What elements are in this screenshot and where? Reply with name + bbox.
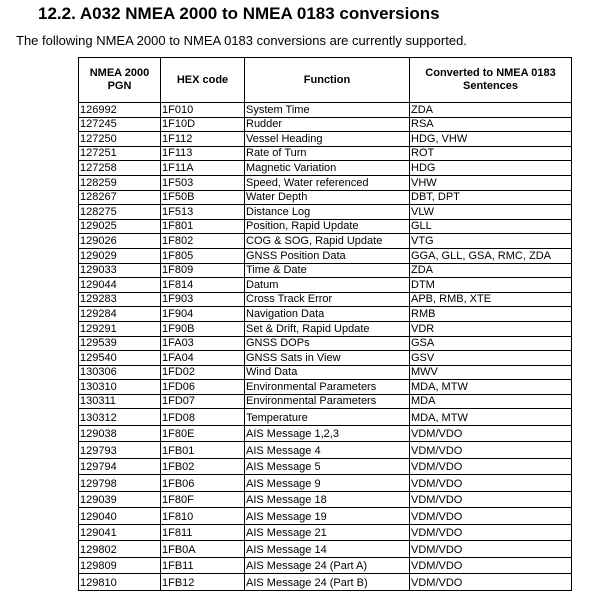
- cell-hex-code: 1F801: [161, 219, 245, 234]
- cell-pgn: 129026: [79, 234, 161, 249]
- cell-function: Distance Log: [245, 205, 410, 220]
- cell-hex-code: 1F903: [161, 292, 245, 307]
- cell-hex-code: 1FB06: [161, 475, 245, 492]
- cell-pgn: 129033: [79, 263, 161, 278]
- table-row: [79, 278, 572, 293]
- cell-sentences: APB, RMB, XTE: [410, 292, 572, 307]
- table-row: [79, 234, 572, 249]
- cell-function: Temperature: [245, 409, 410, 426]
- cell-sentences: VDR: [410, 321, 572, 336]
- cell-pgn: 129798: [79, 475, 161, 492]
- cell-function: Water Depth: [245, 190, 410, 205]
- table-header-row: [79, 58, 572, 103]
- cell-hex-code: 1FD08: [161, 409, 245, 426]
- cell-pgn: 127258: [79, 161, 161, 176]
- cell-sentences: VDM/VDO: [410, 508, 572, 525]
- header-nmea0183-sentences: Converted to NMEA 0183 Sentences: [410, 58, 572, 103]
- table-row: [79, 292, 572, 307]
- cell-sentences: VHW: [410, 175, 572, 190]
- cell-pgn: 130306: [79, 365, 161, 380]
- cell-sentences: VDM/VDO: [410, 475, 572, 492]
- cell-pgn: 129025: [79, 219, 161, 234]
- table-row: [79, 336, 572, 351]
- cell-hex-code: 1FD02: [161, 365, 245, 380]
- cell-sentences: VDM/VDO: [410, 557, 572, 574]
- cell-hex-code: 1F809: [161, 263, 245, 278]
- cell-pgn: 129802: [79, 541, 161, 558]
- cell-pgn: 127251: [79, 146, 161, 161]
- cell-function: GNSS DOPs: [245, 336, 410, 351]
- table-row: [79, 248, 572, 263]
- table-row: [79, 458, 572, 475]
- cell-sentences: GSA: [410, 336, 572, 351]
- cell-hex-code: 1FB02: [161, 458, 245, 475]
- table-row: [79, 263, 572, 278]
- cell-function: AIS Message 19: [245, 508, 410, 525]
- cell-pgn: 130311: [79, 394, 161, 409]
- cell-pgn: 129291: [79, 321, 161, 336]
- cell-hex-code: 1F80E: [161, 425, 245, 442]
- cell-sentences: GGA, GLL, GSA, RMC, ZDA: [410, 248, 572, 263]
- cell-function: AIS Message 24 (Part A): [245, 557, 410, 574]
- cell-hex-code: 1F010: [161, 103, 245, 118]
- cell-hex-code: 1F11A: [161, 161, 245, 176]
- cell-pgn: 130310: [79, 380, 161, 395]
- table-row: [79, 175, 572, 190]
- table-row: [79, 103, 572, 118]
- table-row: [79, 409, 572, 426]
- cell-pgn: 129029: [79, 248, 161, 263]
- cell-pgn: 130312: [79, 409, 161, 426]
- cell-hex-code: 1F80F: [161, 491, 245, 508]
- table-row: [79, 365, 572, 380]
- cell-pgn: 126992: [79, 103, 161, 118]
- cell-function: Environmental Parameters: [245, 394, 410, 409]
- cell-pgn: 128275: [79, 205, 161, 220]
- table-row: [79, 146, 572, 161]
- cell-sentences: ZDA: [410, 103, 572, 118]
- table-row: [79, 541, 572, 558]
- cell-function: AIS Message 24 (Part B): [245, 574, 410, 591]
- header-hex-code: HEX code: [161, 58, 245, 103]
- table-row: [79, 321, 572, 336]
- cell-hex-code: 1FB12: [161, 574, 245, 591]
- cell-function: AIS Message 5: [245, 458, 410, 475]
- cell-sentences: MDA, MTW: [410, 409, 572, 426]
- header-pgn: NMEA 2000 PGN: [79, 58, 161, 103]
- table-row: [79, 442, 572, 459]
- cell-hex-code: 1FB0A: [161, 541, 245, 558]
- cell-sentences: DBT, DPT: [410, 190, 572, 205]
- cell-sentences: MWV: [410, 365, 572, 380]
- cell-sentences: VDM/VDO: [410, 425, 572, 442]
- cell-sentences: VDM/VDO: [410, 442, 572, 459]
- table-body: [79, 103, 572, 591]
- cell-pgn: 129283: [79, 292, 161, 307]
- cell-hex-code: 1FD07: [161, 394, 245, 409]
- cell-function: GNSS Position Data: [245, 248, 410, 263]
- cell-sentences: GLL: [410, 219, 572, 234]
- table-row: [79, 491, 572, 508]
- cell-hex-code: 1FB11: [161, 557, 245, 574]
- cell-function: Cross Track Error: [245, 292, 410, 307]
- cell-hex-code: 1FA03: [161, 336, 245, 351]
- cell-hex-code: 1FB01: [161, 442, 245, 459]
- header-function: Function: [245, 58, 410, 103]
- cell-sentences: RSA: [410, 117, 572, 132]
- cell-hex-code: 1F814: [161, 278, 245, 293]
- cell-pgn: 129039: [79, 491, 161, 508]
- cell-hex-code: 1F802: [161, 234, 245, 249]
- table-row: [79, 351, 572, 366]
- cell-function: Datum: [245, 278, 410, 293]
- cell-sentences: DTM: [410, 278, 572, 293]
- cell-hex-code: 1F805: [161, 248, 245, 263]
- cell-function: Wind Data: [245, 365, 410, 380]
- cell-pgn: 129041: [79, 524, 161, 541]
- cell-sentences: MDA, MTW: [410, 380, 572, 395]
- table-row: [79, 161, 572, 176]
- cell-pgn: 129040: [79, 508, 161, 525]
- cell-hex-code: 1F50B: [161, 190, 245, 205]
- table-row: [79, 475, 572, 492]
- cell-function: AIS Message 4: [245, 442, 410, 459]
- table-row: [79, 425, 572, 442]
- cell-hex-code: 1F112: [161, 132, 245, 147]
- cell-hex-code: 1F503: [161, 175, 245, 190]
- cell-function: Rudder: [245, 117, 410, 132]
- cell-pgn: 129809: [79, 557, 161, 574]
- cell-sentences: MDA: [410, 394, 572, 409]
- cell-sentences: VLW: [410, 205, 572, 220]
- cell-pgn: 129794: [79, 458, 161, 475]
- cell-hex-code: 1FD06: [161, 380, 245, 395]
- table-row: [79, 190, 572, 205]
- cell-pgn: 127250: [79, 132, 161, 147]
- cell-function: Time & Date: [245, 263, 410, 278]
- cell-sentences: ZDA: [410, 263, 572, 278]
- cell-hex-code: 1F113: [161, 146, 245, 161]
- cell-hex-code: 1F904: [161, 307, 245, 322]
- cell-pgn: 129038: [79, 425, 161, 442]
- cell-sentences: GSV: [410, 351, 572, 366]
- cell-function: AIS Message 9: [245, 475, 410, 492]
- cell-function: Vessel Heading: [245, 132, 410, 147]
- cell-function: AIS Message 21: [245, 524, 410, 541]
- table-row: [79, 205, 572, 220]
- cell-sentences: ROT: [410, 146, 572, 161]
- cell-function: Set & Drift, Rapid Update: [245, 321, 410, 336]
- table-row: [79, 574, 572, 591]
- cell-sentences: VDM/VDO: [410, 574, 572, 591]
- cell-sentences: HDG: [410, 161, 572, 176]
- table-row: [79, 508, 572, 525]
- cell-function: AIS Message 14: [245, 541, 410, 558]
- cell-hex-code: 1F513: [161, 205, 245, 220]
- cell-pgn: 128267: [79, 190, 161, 205]
- cell-hex-code: 1F10D: [161, 117, 245, 132]
- cell-hex-code: 1F90B: [161, 321, 245, 336]
- cell-pgn: 127245: [79, 117, 161, 132]
- cell-sentences: RMB: [410, 307, 572, 322]
- table-row: [79, 524, 572, 541]
- cell-hex-code: 1F811: [161, 524, 245, 541]
- cell-pgn: 129539: [79, 336, 161, 351]
- cell-sentences: VDM/VDO: [410, 458, 572, 475]
- cell-function: Environmental Parameters: [245, 380, 410, 395]
- cell-pgn: 129810: [79, 574, 161, 591]
- cell-hex-code: 1F810: [161, 508, 245, 525]
- cell-pgn: 129793: [79, 442, 161, 459]
- cell-function: AIS Message 1,2,3: [245, 425, 410, 442]
- cell-sentences: VDM/VDO: [410, 541, 572, 558]
- table-row: [79, 394, 572, 409]
- cell-sentences: HDG, VHW: [410, 132, 572, 147]
- cell-sentences: VDM/VDO: [410, 524, 572, 541]
- cell-function: GNSS Sats in View: [245, 351, 410, 366]
- cell-function: COG & SOG, Rapid Update: [245, 234, 410, 249]
- table-row: [79, 380, 572, 395]
- section-heading: 12.2. A032 NMEA 2000 to NMEA 0183 conversions: [38, 4, 440, 23]
- table-row: [79, 219, 572, 234]
- cell-function: System Time: [245, 103, 410, 118]
- cell-function: Navigation Data: [245, 307, 410, 322]
- table-row: [79, 117, 572, 132]
- cell-sentences: VDM/VDO: [410, 491, 572, 508]
- cell-function: Position, Rapid Update: [245, 219, 410, 234]
- cell-pgn: 129284: [79, 307, 161, 322]
- cell-function: Speed, Water referenced: [245, 175, 410, 190]
- table-row: [79, 132, 572, 147]
- cell-function: Rate of Turn: [245, 146, 410, 161]
- cell-pgn: 128259: [79, 175, 161, 190]
- cell-function: Magnetic Variation: [245, 161, 410, 176]
- table-row: [79, 557, 572, 574]
- cell-pgn: 129540: [79, 351, 161, 366]
- intro-paragraph: The following NMEA 2000 to NMEA 0183 conversions are currently supported.: [16, 33, 467, 48]
- cell-pgn: 129044: [79, 278, 161, 293]
- cell-hex-code: 1FA04: [161, 351, 245, 366]
- cell-sentences: VTG: [410, 234, 572, 249]
- conversions-table: [78, 57, 572, 591]
- cell-function: AIS Message 18: [245, 491, 410, 508]
- table-row: [79, 307, 572, 322]
